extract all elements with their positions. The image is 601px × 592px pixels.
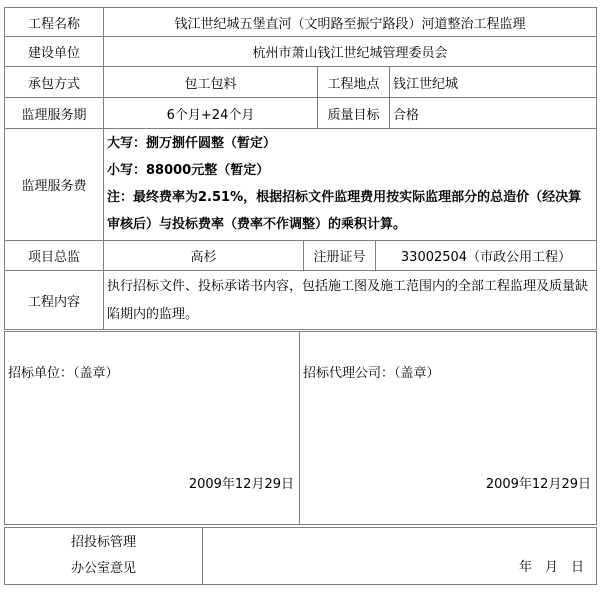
owner-value: 杭州市萧山钱江世纪城管理委员会 [252,46,448,61]
project-name-label: 工程名称 [5,8,104,36]
office-opinion-date-blank: 年 月 日 [518,560,584,575]
supervision-fee-details [104,129,596,240]
work-scope-label: 工程内容 [5,271,104,329]
project-location-label: 工程地点 [318,67,390,97]
tendering-unit-date: 2009年12月29日 [188,477,294,492]
project-location-value: 钱江世纪城 [393,76,459,92]
service-period-label: 监理服务期 [5,98,104,128]
project-name-value: 钱江世纪城五堡直河（文明路至振宁路段）河道整治工程监理 [174,16,526,32]
registration-number-value: 33002504（市政公用工程） [400,250,572,265]
chief-supervisor-name: 高杉 [104,241,304,270]
fee-amount-words: 大写：捌万捌仟圆整（暂定） [107,136,277,151]
tendering-unit-seal-label: 招标单位：（盖章） [8,366,119,381]
fee-rate-note: 注：最终费率为2.51%，根据招标文件监理费用按实际监理部分的总造价（经决算审核后）与投标费率（费率不作调整）的乘积计算。 [107,190,582,232]
owner-label: 建设单位 [5,37,104,66]
registration-number-label: 注册证号 [304,241,376,270]
contract-method-label: 承包方式 [5,67,104,97]
tendering-agency-seal-label: 招标代理公司：（盖章） [303,366,440,381]
office-opinion-table [4,527,597,585]
supervision-fee-label: 监理服务费 [5,129,104,240]
office-opinion-label-line2: 办公室意见 [70,561,136,576]
quality-target-value: 合格 [393,107,420,123]
row-project-name [5,8,596,37]
quality-target-label: 质量目标 [318,98,390,128]
service-period-value: 6个月+24个月 [104,98,318,128]
office-opinion-label [5,528,203,584]
tendering-agency-cell [300,332,596,524]
row-work-scope [5,271,596,329]
fee-amount-figures: 小写：88000元整（暂定） [107,163,270,178]
tendering-agency-date: 2009年12月29日 [485,477,591,492]
tendering-unit-cell [5,332,300,524]
row-service-quality [5,98,596,129]
office-opinion-label-line1: 招投标管理 [70,535,136,550]
office-opinion-content-cell [203,528,596,584]
work-scope-value: 执行招标文件、投标承诺书内容，包括施工图及施工范围内的全部工程监理及质量缺陷期内的监理。 [107,279,589,322]
stamps-table [4,331,597,525]
row-office-opinion [5,528,596,584]
chief-supervisor-label: 项目总监 [5,241,104,270]
row-contract-location [5,67,596,98]
row-chief-supervisor [5,241,596,271]
main-info-table [4,7,597,330]
row-owner [5,37,596,67]
row-stamps [5,332,596,524]
row-supervision-fee [5,129,596,241]
contract-method-value: 包工包料 [104,67,318,97]
